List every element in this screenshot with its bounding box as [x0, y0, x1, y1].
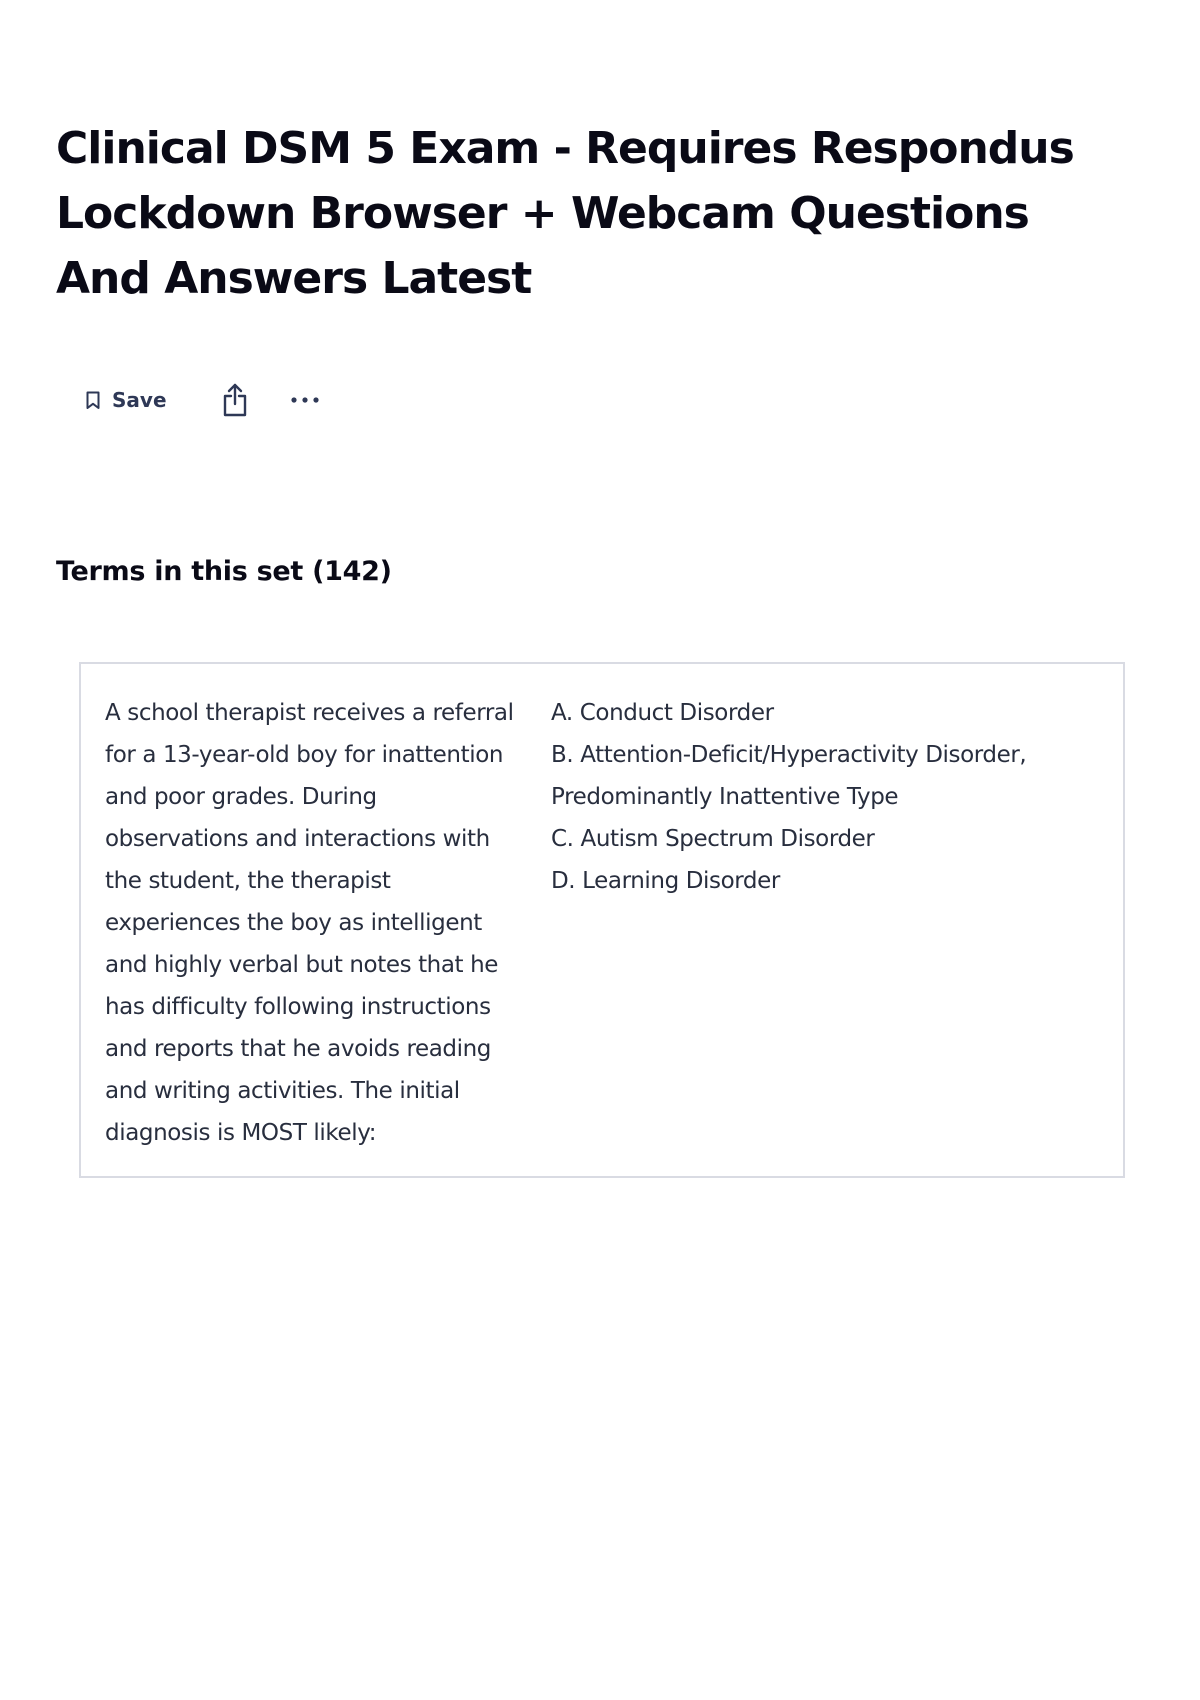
definition-list	[551, 692, 1091, 902]
share-icon	[222, 383, 248, 417]
page-title: Clinical DSM 5 Exam - Requires Respondus Lockdown Browser + Webcam Questions And Answers Latest	[56, 123, 1074, 304]
term-text: A school therapist receives a referral for a 13-year-old boy for inattention and poor grades. During observations and interactions with the student, the therapist experiences the boy as intelligent and highly verbal but notes that he has difficulty following instructions and reports that he avoids reading and writing activities. The initial diagnosis is MOST likely:	[105, 700, 514, 1146]
bookmark-icon	[86, 391, 100, 410]
definition-option: B. Attention-Deficit/Hyperactivity Disorder, Predominantly Inattentive Type	[551, 742, 1027, 810]
more-options-button[interactable]	[277, 378, 333, 422]
terms-heading: Terms in this set (142)	[56, 556, 392, 587]
definition-option: C. Autism Spectrum Disorder	[551, 826, 875, 852]
share-button[interactable]	[207, 378, 263, 422]
save-button-label: Save	[112, 388, 167, 412]
set-actions-toolbar	[68, 370, 333, 430]
definition-option: A. Conduct Disorder	[551, 700, 774, 726]
save-button[interactable]	[68, 378, 185, 422]
more-icon	[290, 396, 320, 404]
definition-option: D. Learning Disorder	[551, 868, 780, 894]
term-card	[79, 662, 1125, 1178]
